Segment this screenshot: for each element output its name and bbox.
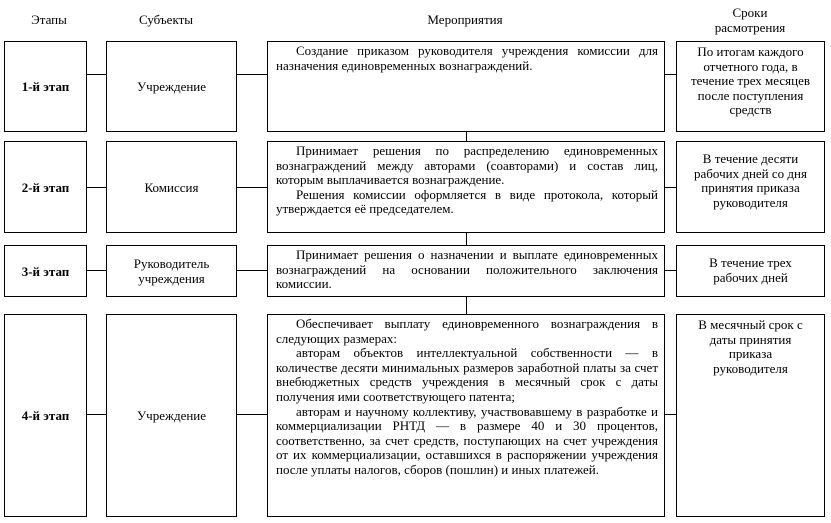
actions-box-4	[267, 314, 665, 517]
stage-box-2	[4, 141, 87, 233]
action-text: Решения комиссии оформляется в виде протокола, который утверждается её председателем.	[276, 186, 658, 217]
stage-box-3	[4, 245, 87, 297]
connector-row2-b	[236, 187, 268, 188]
term-box-4	[676, 314, 825, 517]
action-text: Принимает решения по распределению единовременных вознаграждений между авторами (соавторами) и состав лиц, которым выплачивается вознаграждение.	[276, 143, 658, 188]
stage-box-4	[4, 314, 87, 517]
action-text: Обеспечивает выплату единовременного вознаграждения в следующих размерах:	[276, 316, 658, 346]
header-terms-line2: расмотрения	[714, 20, 786, 35]
stage-label-4: 4-й этап	[21, 408, 70, 423]
subject-box-2	[106, 141, 237, 233]
subject-box-4	[106, 314, 237, 517]
stage-box-1	[4, 41, 87, 132]
term-box-1	[676, 41, 825, 132]
connector-row4-a	[86, 414, 107, 415]
stage-label-2: 2-й этап	[21, 179, 70, 195]
actions-box-1	[267, 41, 665, 132]
header-terms	[680, 5, 820, 35]
term-text-3: В течение трех рабочих дней	[709, 255, 792, 285]
header-subjects: Субъекты	[138, 12, 194, 27]
action-text: Создание приказом руководителя учреждения комиссии для назначения единовременных вознаграждений.	[276, 43, 658, 73]
term-text-4: В месячный срок с даты принятия приказа руководителя	[698, 317, 803, 376]
subject-label-1: Учреждение	[136, 79, 207, 94]
action-text: авторам объектов интеллектуальной собственности — в количестве десяти минимальных размеров заработной платы за счет внебюджетных средств учреждения в месячный срок с даты получения ими соответствующего патента;	[276, 345, 658, 404]
term-text-1: По итогам каждого отчетного года, в течение трех месяцев после поступления средств	[691, 44, 810, 118]
header-actions: Мероприятия	[427, 12, 503, 27]
term-box-2	[676, 141, 825, 233]
connector-row1-a	[86, 74, 107, 75]
actions-box-2	[267, 141, 665, 233]
stage-label-1: 1-й этап	[21, 79, 70, 94]
actions-box-3	[267, 245, 665, 297]
connector-row2-a	[86, 187, 107, 188]
term-text-2: В течение десяти рабочих дней со дня принятия приказа руководителя	[694, 151, 807, 210]
subject-box-3	[106, 245, 237, 297]
action-text: авторам и научному коллективу, участвовавшему в разработке и коммерциализации РНТД — в размере 40 и 30 процентов, соответственно, за счет средств, поступающих на счет учреждения от их коммерциализации, оставшихся в распоряжении учреждения после уплаты налогов, сборов (пошлин) и иных платежей.	[276, 403, 658, 477]
term-box-3	[676, 245, 825, 297]
connector-row3-a	[86, 270, 107, 271]
action-text: Принимает решения о назначении и выплате единовременных вознаграждений на основании положительного заключения комиссии.	[276, 247, 658, 292]
header-terms-line1: Сроки	[732, 5, 768, 20]
subject-label-2: Комиссия	[144, 179, 199, 195]
connector-row4-b	[236, 414, 268, 415]
subject-label-3: Руководитель учреждения	[133, 256, 210, 286]
connector-row1-b	[236, 74, 268, 75]
stage-label-3: 3-й этап	[21, 263, 70, 279]
header-stages: Этапы	[31, 12, 67, 27]
connector-row3-b	[236, 270, 268, 271]
subject-label-4: Учреждение	[136, 408, 207, 423]
subject-box-1	[106, 41, 237, 132]
